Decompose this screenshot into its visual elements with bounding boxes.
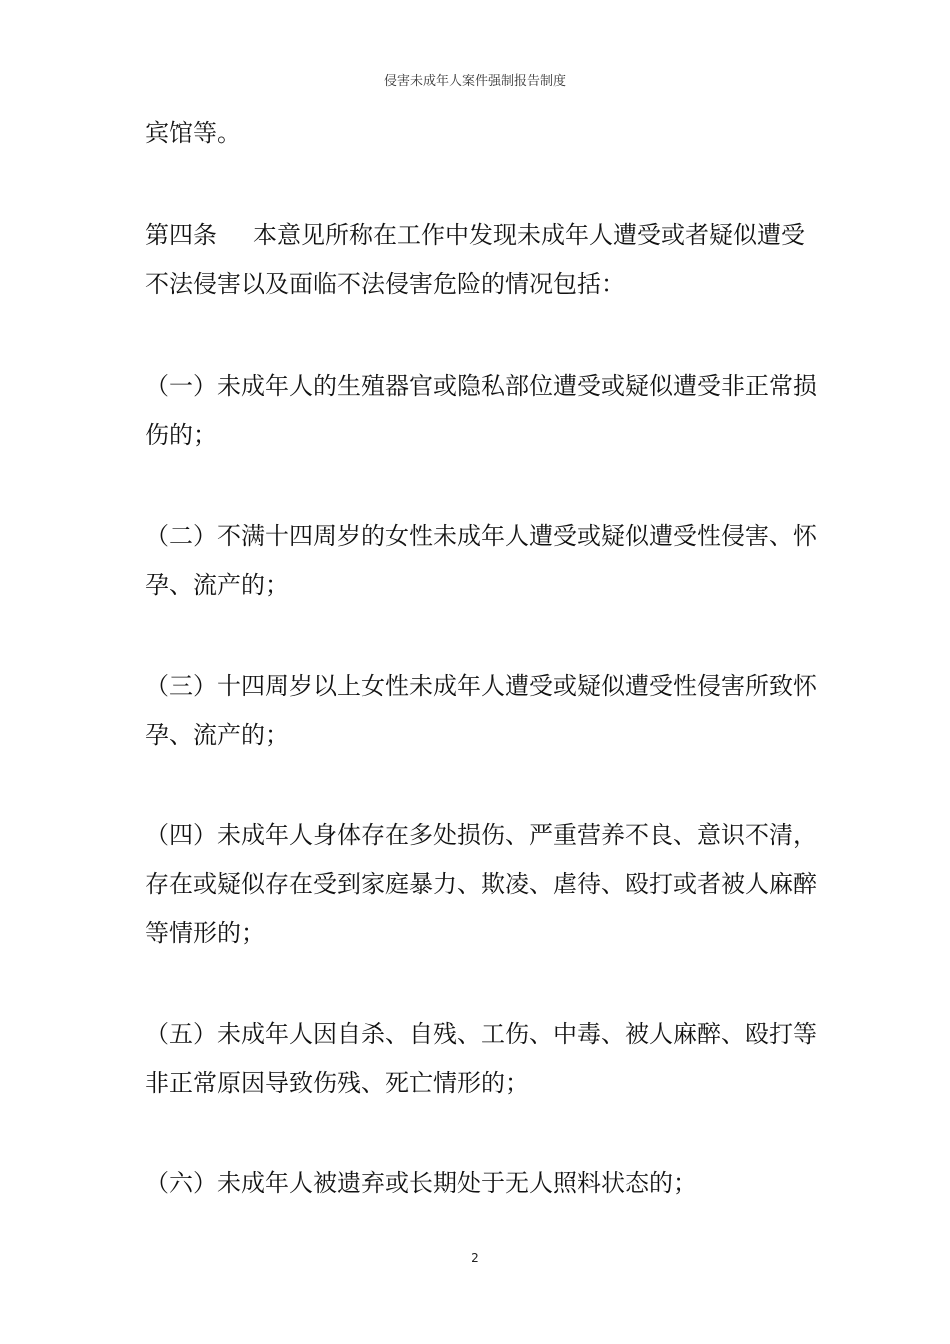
page-header: 侵害未成年人案件强制报告制度 [383, 74, 566, 89]
article-heading-line [145, 218, 805, 252]
list-item-6-line1: （六）未成年人被遗弃或长期处于无人照料状态的； [145, 1169, 697, 1197]
list-item-1-line2: 伤的； [145, 421, 217, 449]
list-item-2-line1: （二）不满十四周岁的女性未成年人遭受或疑似遭受性侵害、怀 [145, 522, 817, 550]
article-text-line1: 本意见所称在工作中发现未成年人遭受或者疑似遭受 [253, 221, 805, 249]
article-text-line2: 不法侵害以及面临不法侵害危险的情况包括： [145, 270, 625, 298]
list-item-3-line1: （三）十四周岁以上女性未成年人遭受或疑似遭受性侵害所致怀 [145, 672, 817, 700]
list-item-2-line2: 孕、流产的； [145, 571, 289, 599]
list-item-1-line1: （一）未成年人的生殖器官或隐私部位遭受或疑似遭受非正常损 [145, 372, 817, 400]
paragraph-continuation: 宾馆等。 [145, 119, 241, 147]
list-item-4-line1: （四）未成年人身体存在多处损伤、严重营养不良、意识不清， [145, 821, 817, 849]
page-number: 2 [471, 1251, 479, 1265]
article-label: 第四条 [145, 221, 217, 249]
list-item-5-line2: 非正常原因导致伤残、死亡情形的； [145, 1069, 529, 1097]
list-item-4-line2: 存在或疑似存在受到家庭暴力、欺凌、虐待、殴打或者被人麻醉 [145, 870, 817, 898]
list-item-3-line2: 孕、流产的； [145, 721, 289, 749]
list-item-4-line3: 等情形的； [145, 919, 265, 947]
list-item-5-line1: （五）未成年人因自杀、自残、工伤、中毒、被人麻醉、殴打等 [145, 1020, 817, 1048]
